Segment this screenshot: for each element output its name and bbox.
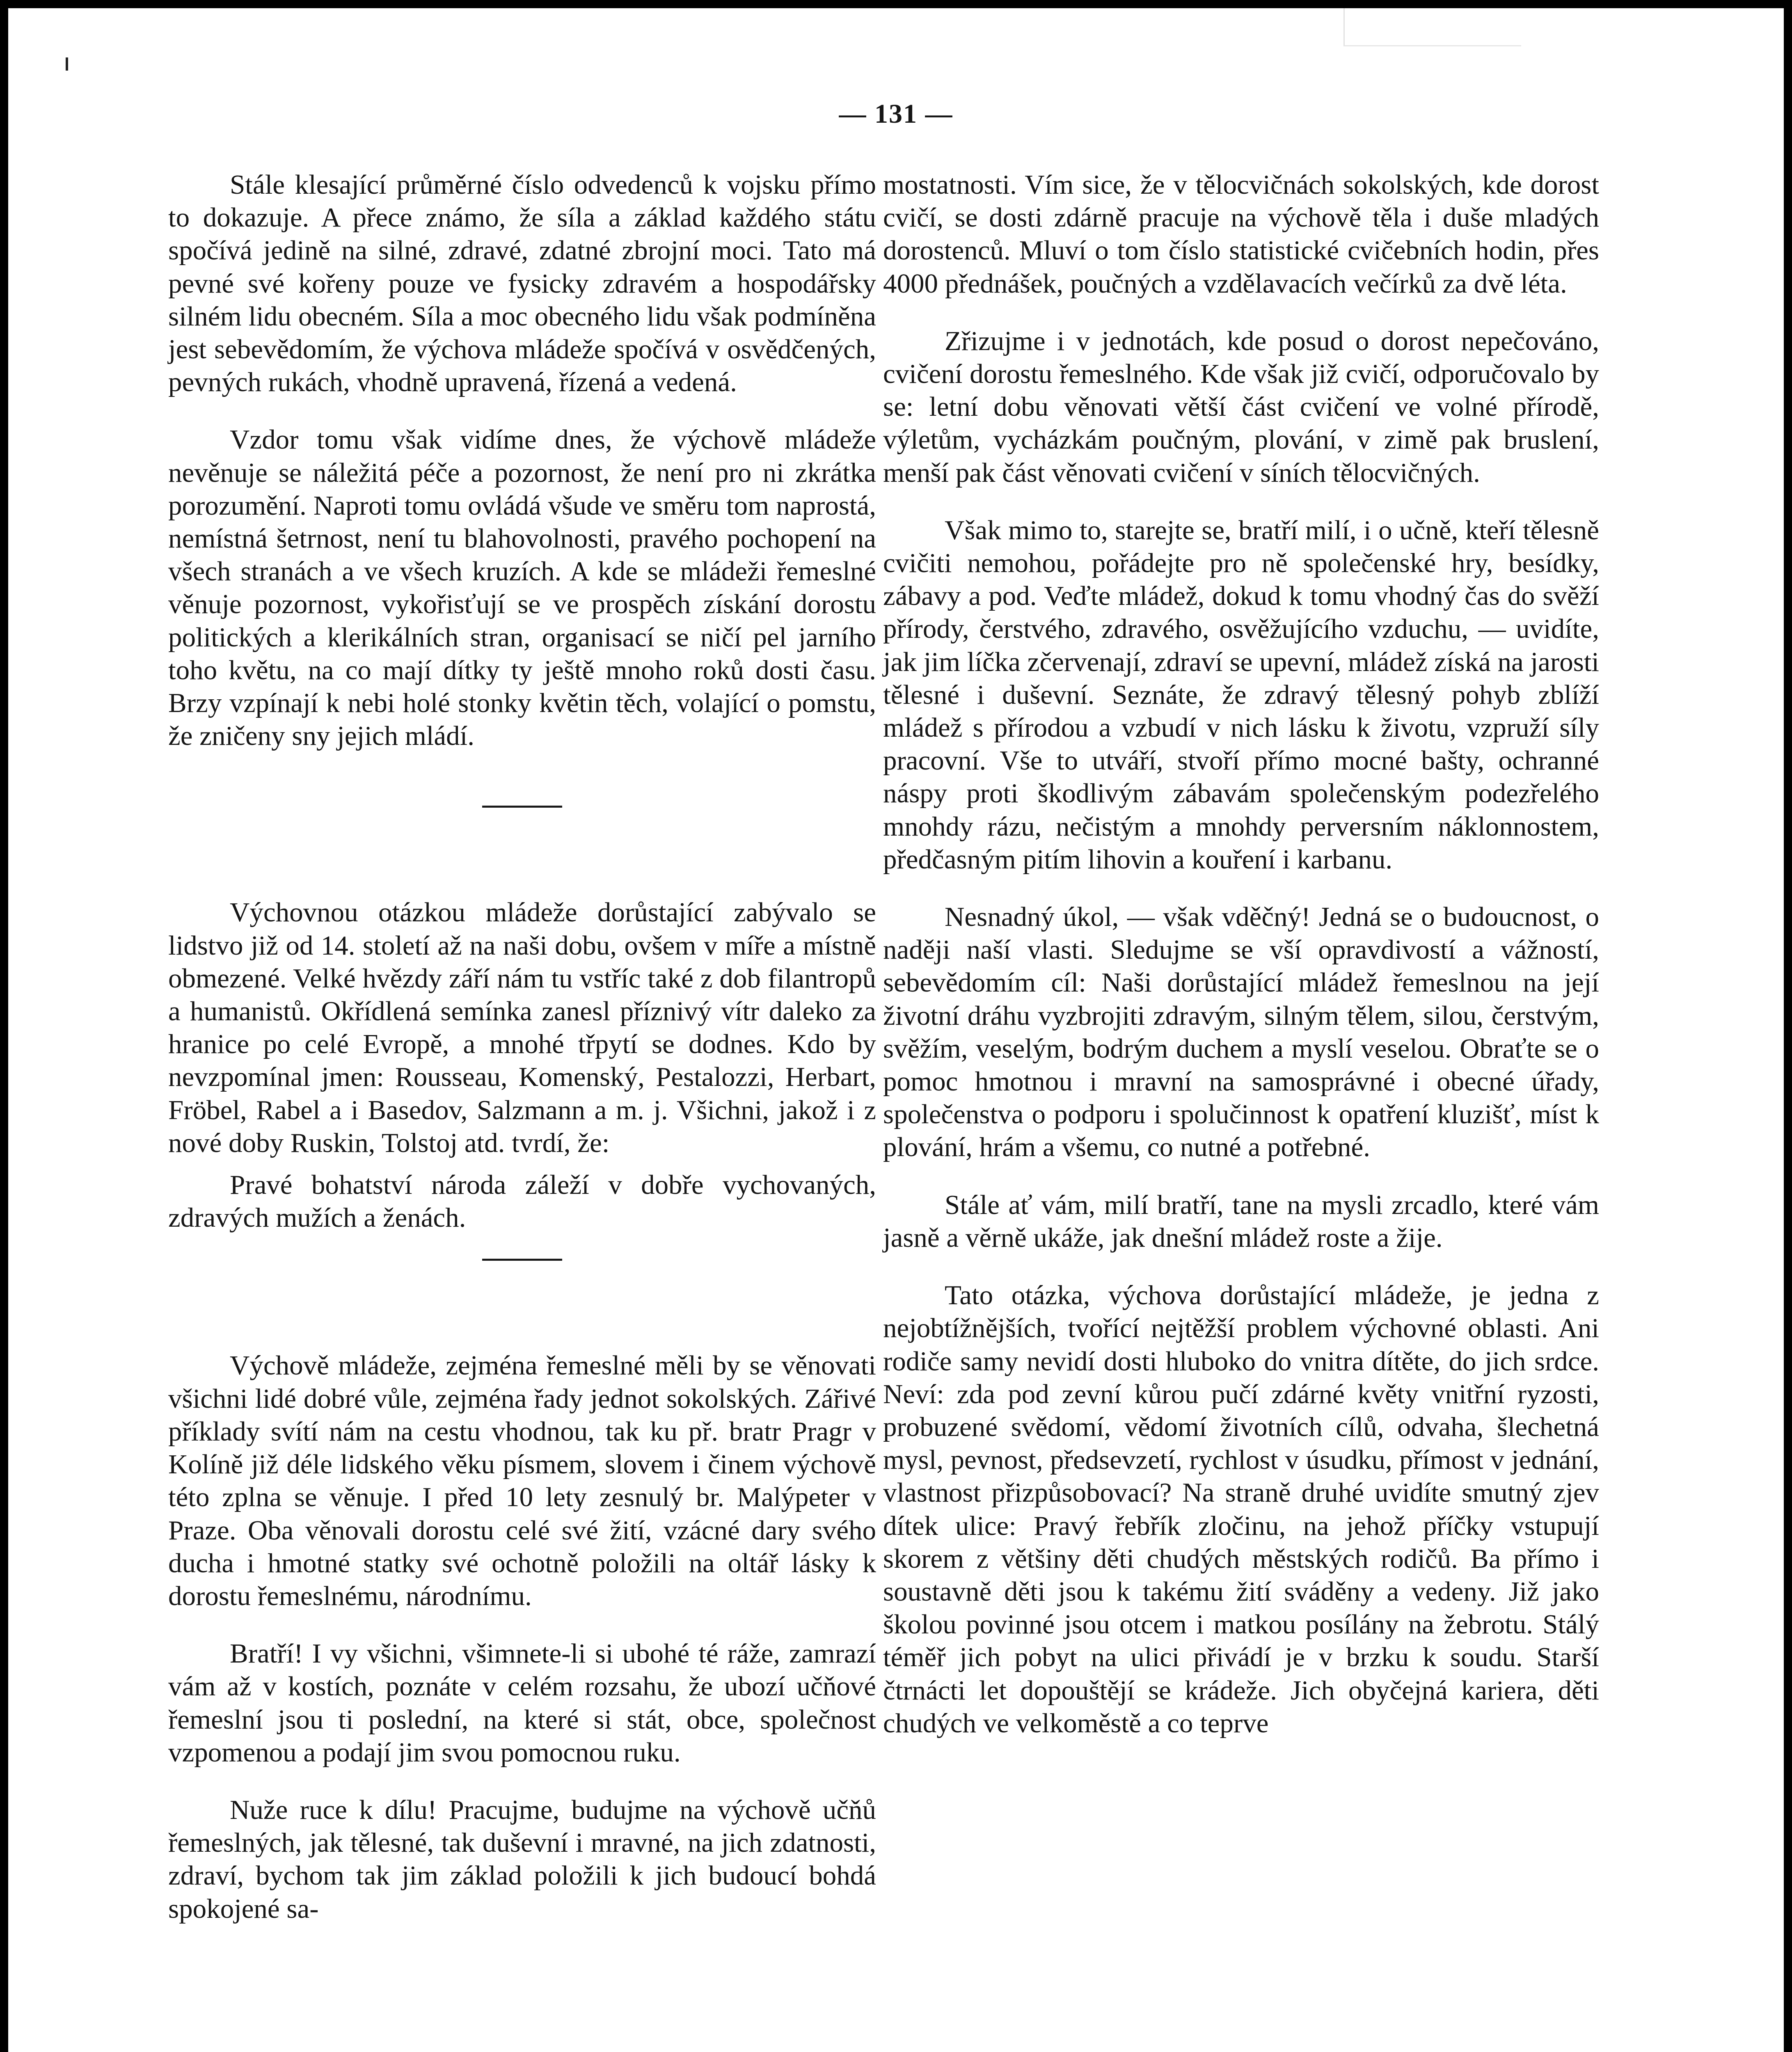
right-column: [883, 168, 1599, 1764]
left-column: [168, 168, 876, 1950]
paragraph: Stále klesající průměrné číslo odvedenců k vojsku přímo to dokazuje. A přece známo, že síla a základ každého státu spočívá jedině na silné, zdravé, zdatné zbrojní moci. Tato má pevné své kořeny pouze ve fysicky zdravém a hospodářsky silném lidu obecném. Síla a moc obecného lidu však podmíněna jest sebevědomím, že výchova mládeže spočívá v osvědčených, pevných rukách, vhodně upravená, řízená a vedená.: [168, 169, 876, 398]
section-divider: [482, 806, 562, 808]
paragraph: Pravé bohatství národa záleží v dobře vychovaných, zdravých mužích a ženách.: [168, 1170, 876, 1233]
section-divider: [482, 1259, 562, 1261]
margin-mark: [66, 57, 68, 71]
scanned-page: [8, 8, 1784, 2052]
paragraph: Stále ať vám, milí bratří, tane na mysli zrcadlo, které vám jasně a věrně ukáže, jak dnešní mládež roste a žije.: [883, 1189, 1599, 1253]
page-number: — 131 —: [839, 99, 953, 129]
paragraph: Bratří! I vy všichni, všimnete-li si ubohé té ráže, zamrazí vám až v kostích, poznáte v celém rozsahu, že ubozí učňové řemeslní jsou ti poslední, na které si stát, obce, společnost vzpomenou a podají jim svou pomocnou ruku.: [168, 1638, 876, 1768]
paragraph: Výchovnou otázkou mládeže dorůstající zabývalo se lidstvo již od 14. století až na naši dobu, ovšem v míře a místně obmezené. Velké hvězdy září nám tu vstříc také z dob filantropů a humanistů. Okřídlená semínka zanesl příznivý vítr daleko za hranice po celé Evropě, a mnohé třpytí se dodnes. Kdo by nevzpomínal jmen: Rousseau, Komenský, Pestalozzi, Herbart, Fröbel, Rabel a i Basedov, Salzmann a m. j. Všichni, jakož i z nové doby Ruskin, Tolstoj atd. tvrdí, že:: [168, 897, 876, 1158]
paragraph: mostatnosti. Vím sice, že v tělocvičnách sokolských, kde dorost cvičí, se dosti zdárně pracuje na výchově těla i duše mladých dorostenců. Mluví o tom číslo statistické cvičebních hodin, přes 4000 přednášek, poučných a vzdělavacích večírků za dvě léta.: [883, 169, 1599, 299]
paragraph: Zřizujme i v jednotách, kde posud o dorost nepečováno, cvičení dorostu řemeslného. Kde však již cvičí, odporučovalo by se: letní dobu věnovati větší část cvičení ve volné přírodě, výletům, vycházkám poučným, plování, v zimě pak bruslení, menší pak část věnovati cvičení v síních tělocvičných.: [883, 325, 1599, 488]
paragraph: Nuže ruce k dílu! Pracujme, budujme na výchově učňů řemeslných, jak tělesné, tak duševní i mravné, na jich zdatnosti, zdraví, bychom tak jim základ položili k jich budoucí bohdá spokojené sa-: [168, 1794, 876, 1924]
section-gap: [168, 777, 876, 806]
paragraph: Tato otázka, výchova dorůstající mládeže, je jedna z nejobtížnějších, tvořící nejtěžší problem výchovné oblasti. Ani rodiče samy nevidí dosti hluboko do vnitra dítěte, do jich srdce. Neví: zda pod zevní kůrou pučí zdárné květy vnitřní ryzosti, probuzené svědomí, vědomí životních cílů, odvaha, šlechetná mysl, pevnost, předsevzetí, rychlost v úsudku, přímost v jednání, vlastnost přizpůsobovací? Na straně druhé uvidíte smutný zjev dítek ulice: Pravý řebřík zločinu, na jehož příčky vstupují skorem z většiny děti chudých městských rodičů. Ba přímo i soustavně děti jsou k takému žití sváděny a vedeny. Již jako školou povinné jsou otcem i matkou posílány na žebrotu. Stálý téměř jich pobyt na ulici přivádí je v brzku k soudu. Starší čtrnácti let dopouštějí se krádeže. Jich obyčejná kariera, děti chudých ve velkoměstě a co teprve: [883, 1280, 1599, 1738]
paragraph: Výchově mládeže, zejména řemeslné měli by se věnovati všichni lidé dobré vůle, zejména řady jednot sokolských. Zářivé příklady svítí nám na cestu vhodnou, tak ku př. bratr Pragr v Kolíně již déle lidského věku písmem, slovem i činem výchově této zplna se věnuje. I před 10 lety zesnulý br. Malýpeter v Praze. Oba věnovali dorostu celé své žití, vzácné dary svého ducha i hmotné statky své ochotně položili na oltář lásky k dorostu řemeslnému, národnímu.: [168, 1350, 876, 1611]
paragraph: Však mimo to, starejte se, bratří milí, i o učně, kteří tělesně cvičiti nemohou, pořádejte pro ně společenské hry, besídky, zábavy a pod. Veďte mládež, dokud k tomu vhodný čas do svěží přírody, čerstvého, zdravého, osvěžujícího vzduchu, — uvidíte, jak jim líčka zčervenají, zdraví se upevní, mládež získá na jarosti tělesné i duševní. Seznáte, že zdravý tělesný pohyb zblíží mládež s přírodou a vzbudí v nich lásku k životu, vzpruží síly pracovní. Vše to utváří, stvoří přímo mocné bašty, ochranné náspy proti škodlivým zábavám společenským podezřelého mnohdy rázu, nečistým a mnohdy perversním náklonnostem, předčasným pitím lihovin a kouření i karbanu.: [883, 515, 1600, 875]
paragraph: Vzdor tomu však vidíme dnes, že výchově mládeže nevěnuje se náležitá péče a pozornost, že není pro ni zkrátka porozumění. Naproti tomu ovládá všude ve směru tom naprostá, nemístná šetrnost, není tu blahovolnosti, pravého pochopení na všech stranách a ve všech kruzích. A kde se mládeži řemeslné věnuje pozornost, vykořisťují se ve prospěch získání dorostu politických a klerikálních stran, organisací se ničí pel jarního toho květu, na co mají dítky ty ještě mnoho roků dosti času. Brzy vzpínají k nebi holé stonky květin těch, volající o pomstu, že zničeny sny jejich mládí.: [168, 424, 876, 751]
paragraph: Nesnadný úkol, — však vděčný! Jedná se o budoucnost, o naději naší vlasti. Sledujme se vší opravdivostí a vážností, sebevědomím cíl: Naši dorůstající mládež řemeslnou na její životní dráhu vyzbrojiti zdravým, silným tělem, silou, čerstvým, svěžím, veselým, bodrým duchem a myslí veselou. Obraťte se o pomoc hmotnou i mravní na samosprávné i obecné úřady, společenstva o podporu i spolučinnost k opatření kluzišť, míst k plování, hrám a všemu, co nutné a potřebné.: [883, 902, 1599, 1163]
corner-stamp-mark: [1343, 8, 1521, 46]
